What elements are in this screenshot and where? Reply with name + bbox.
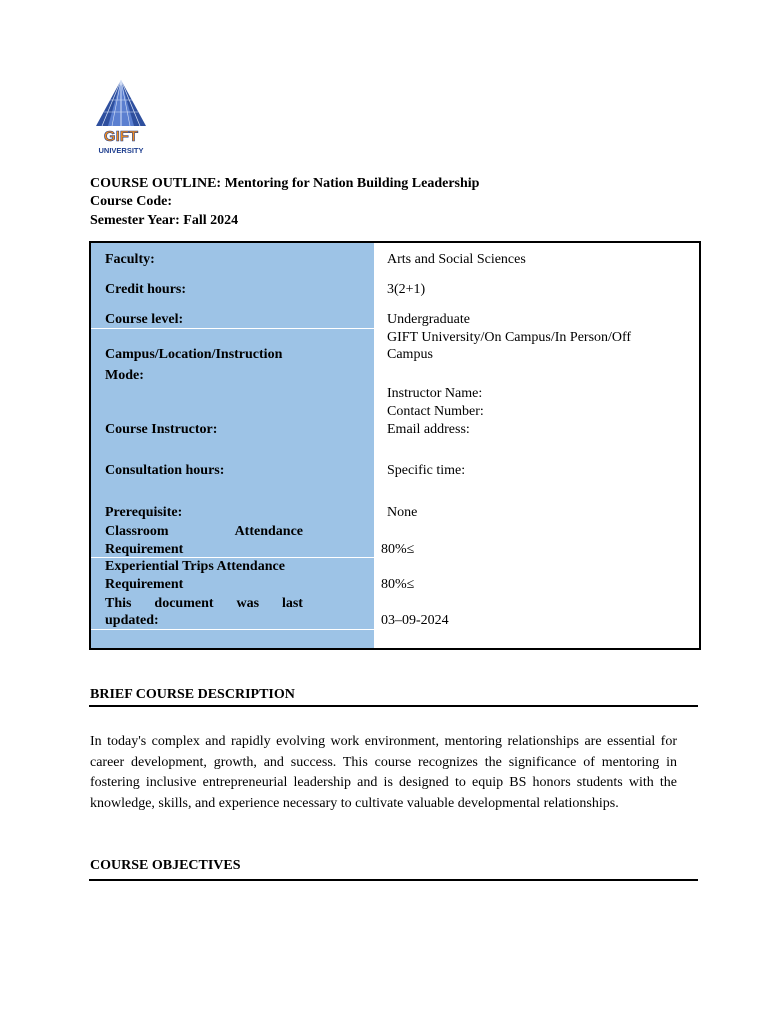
last-updated-value: 03–09-2024 (381, 613, 449, 628)
credit-hours-value: 3(2+1) (387, 282, 426, 297)
last-updated-label-line1 (105, 595, 303, 613)
consultation-hours-value: Specific time: (387, 463, 466, 478)
brief-description-heading: BRIEF COURSE DESCRIPTION (90, 687, 295, 702)
course-code: Course Code: (90, 194, 173, 209)
faculty-label: Faculty: (105, 252, 155, 267)
course-objectives-heading: COURSE OBJECTIVES (90, 858, 241, 873)
trips-attendance-label-line1: Experiential Trips Attendance (105, 559, 285, 574)
label-word: This (105, 596, 132, 611)
logo-subtext: UNIVERSITY (98, 146, 144, 155)
course-outline-title: COURSE OUTLINE: Mentoring for Nation Building Leadership (90, 176, 480, 191)
prerequisite-label: Prerequisite: (105, 505, 183, 520)
trips-attendance-label-line2: Requirement (105, 577, 184, 592)
consultation-hours-label: Consultation hours: (105, 463, 225, 478)
course-level-value: Undergraduate (387, 312, 470, 327)
label-word: Attendance (234, 524, 303, 539)
semester-year: Semester Year: Fall 2024 (90, 213, 239, 228)
label-word: last (281, 596, 303, 611)
section-divider (89, 705, 698, 707)
label-word: was (236, 596, 260, 611)
instructor-name: Instructor Name: (387, 386, 483, 401)
label-word: document (154, 596, 214, 611)
trips-attendance-value: 80%≤ (381, 577, 415, 592)
classroom-attendance-value: 80%≤ (381, 542, 415, 557)
course-info-table (89, 241, 701, 650)
campus-value-line2: Campus (387, 347, 433, 362)
last-updated-label-line2: updated: (105, 613, 159, 628)
classroom-attendance-label-line2: Requirement (105, 542, 184, 557)
course-instructor-label: Course Instructor: (105, 422, 218, 437)
classroom-attendance-label-line1 (105, 523, 303, 541)
campus-label-line2: Mode: (105, 368, 144, 383)
prerequisite-value: None (387, 505, 418, 520)
credit-hours-label: Credit hours: (105, 282, 187, 297)
campus-value-line1: GIFT University/On Campus/In Person/Off (387, 330, 632, 345)
brief-description-text: In today's complex and rapidly evolving work environment, mentoring relationships are essential for career development, growth, and success. This course recognizes the significance of mentoring in fostering inclusive entrepreneurial leadership and is designed to equip BS honors students with the knowledge, skills, and experience necessary to cultivate valuable developmental relationships. (90, 734, 677, 811)
section-divider (89, 879, 698, 881)
instructor-email: Email address: (387, 422, 470, 437)
gift-university-logo (90, 78, 152, 158)
label-word: Classroom (105, 524, 169, 539)
logo-text: GIFT (103, 128, 139, 145)
instructor-contact: Contact Number: (387, 404, 484, 419)
course-level-label: Course level: (105, 312, 184, 327)
faculty-value: Arts and Social Sciences (387, 252, 526, 267)
campus-label-line1: Campus/Location/Instruction (105, 347, 283, 362)
